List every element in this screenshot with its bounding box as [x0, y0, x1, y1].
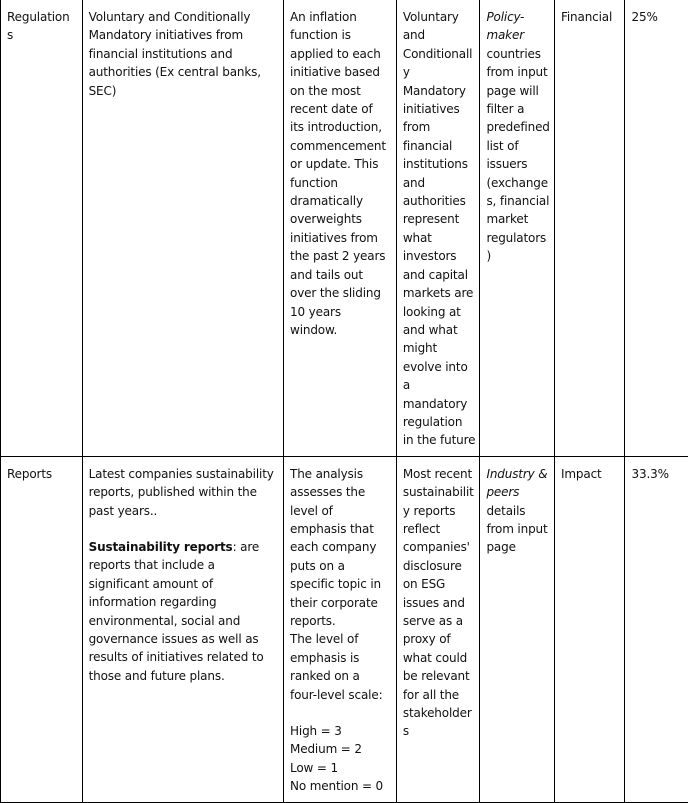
category-cell [554, 0, 625, 456]
rationale-text: Voluntary and Conditionally Mandatory initiatives from financial institutions and authorities represent what investors and capital markets are looking at and what might evolve into a mandatory regulation in the future [403, 10, 476, 447]
description-cell [82, 456, 283, 802]
description-text: Voluntary and Conditionally Mandatory initiatives from financial institutions and authorities (Ex central banks, SEC) [89, 10, 261, 98]
description-text: Latest companies sustainability reports, published within the past years.. [89, 465, 277, 520]
scale-level: Low = 1 [290, 759, 390, 777]
paragraph-gap [89, 520, 277, 538]
definition-text: : are reports that include a significant amount of information regarding environmental, social and governance issues as well as results of initiatives related to those and future plans. [89, 540, 264, 683]
rationale-cell [396, 0, 480, 456]
method-intro: The analysis assesses the level of emphasis that each company puts on a specific topic in their corporate reports. [290, 465, 390, 631]
category-cell [554, 456, 625, 802]
category-label: Financial [561, 10, 612, 24]
source-cell [1, 456, 83, 802]
input-text: countries from input page will filter a predefined list of issuers (exchanges, financial market regulators) [486, 47, 549, 263]
method-cell [284, 456, 397, 802]
paragraph-gap [290, 704, 390, 722]
rationale-text: Most recent sustainability reports reflect companies' disclosure on ESG issues and serve as a proxy of what could be relevant for all the stakeholders [403, 467, 474, 739]
source-label: Reports [7, 467, 52, 481]
category-label: Impact [561, 467, 602, 481]
method-cell [284, 0, 397, 456]
table-row [1, 456, 688, 802]
input-emphasis: Policy-maker [486, 10, 524, 42]
table-row [1, 0, 688, 456]
description-cell [82, 0, 283, 456]
method-text: An inflation function is applied to each initiative based on the most recent date of its introduction, commencement or update. This function dramatically overweights initiatives from the past 2 years and tails out over the sliding 10 years window. [290, 10, 386, 337]
source-cell [1, 0, 83, 456]
source-label: Regulations [7, 10, 70, 42]
input-text: details from input page [486, 504, 547, 555]
scale-level: No mention = 0 [290, 777, 390, 795]
method-scale: The level of emphasis is ranked on a four-level scale: [290, 630, 390, 704]
input-cell [480, 456, 555, 802]
input-emphasis: Industry & peers [486, 467, 547, 499]
definition-term: Sustainability reports [89, 540, 233, 554]
rationale-cell [396, 456, 480, 802]
scale-level: Medium = 2 [290, 740, 390, 758]
scale-level: High = 3 [290, 722, 390, 740]
input-cell [480, 0, 555, 456]
weight-cell [625, 456, 688, 802]
weight-value: 25% [631, 10, 657, 24]
weight-value: 33.3% [631, 467, 668, 481]
definition-paragraph [89, 538, 277, 685]
weight-cell [625, 0, 688, 456]
